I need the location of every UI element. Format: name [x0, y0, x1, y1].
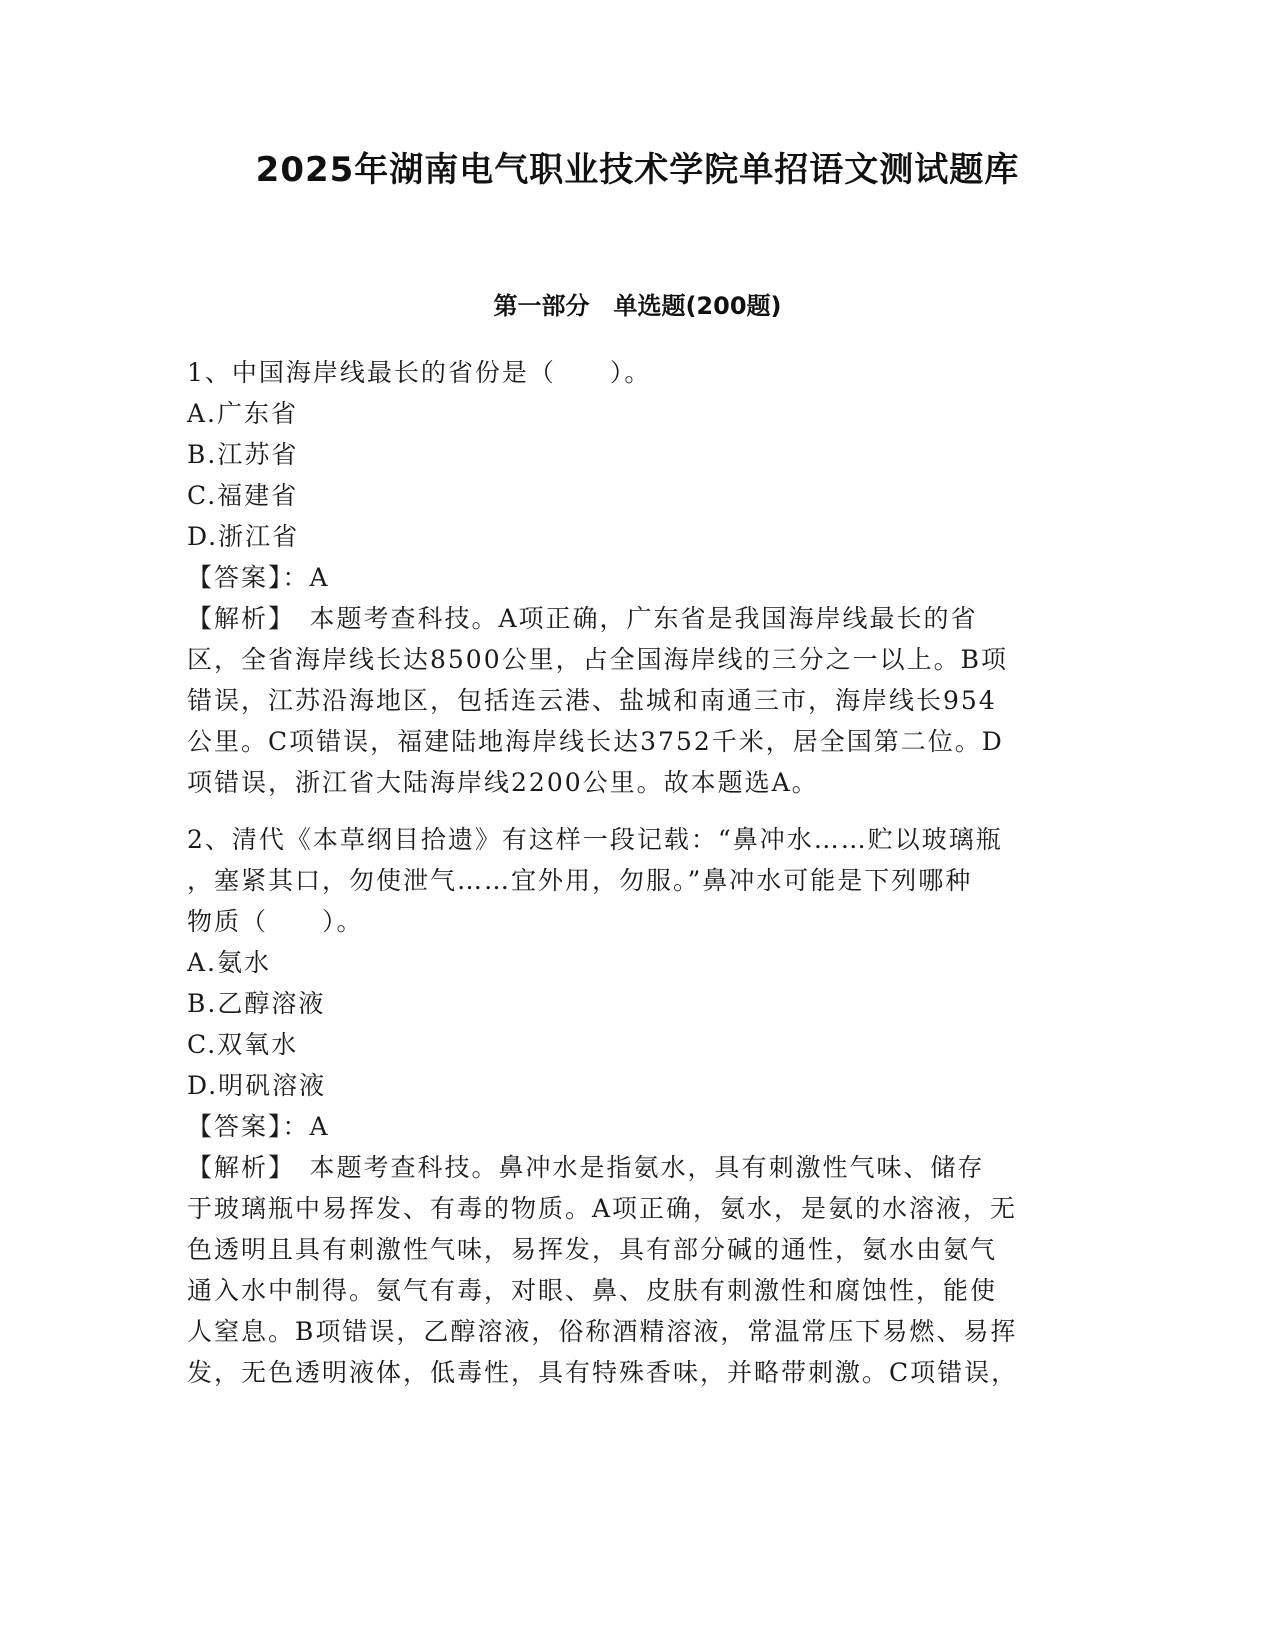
question-2-stem-line: 物质（ ）。: [187, 907, 364, 936]
document-title: 2025年湖南电气职业技术学院单招语文测试题库: [255, 150, 1020, 190]
question-1-option-b: B.江苏省: [187, 440, 299, 469]
question-2-option-b: B.乙醇溶液: [187, 989, 326, 1018]
question-2-explanation-line: 人窒息。B项错误，乙醇溶液，俗称酒精溶液，常温常压下易燃、易挥: [187, 1317, 1018, 1346]
question-2-explanation-line: 于玻璃瓶中易挥发、有毒的物质。A项正确，氨水，是氨的水溶液，无: [187, 1194, 1018, 1223]
question-1-option-d: D.浙江省: [187, 522, 300, 551]
question-1-explanation-line: 公里。C项错误，福建陆地海岸线长达3752千米，居全国第二位。D: [187, 727, 1004, 756]
question-2-explanation-line: 【解析】 本题考查科技。鼻冲水是指氨水，具有刺激性气味、储存: [187, 1153, 985, 1182]
question-1-answer: 【答案】：A: [187, 563, 330, 592]
question-2-explanation-line: 发，无色透明液体，低毒性，具有特殊香味，并略带刺激。C项错误，: [187, 1358, 1019, 1387]
section-heading: 第一部分 单选题(200题): [493, 292, 782, 320]
question-1-explanation-line: 区，全省海岸线长达8500公里，占全国海岸线的三分之一以上。B项: [187, 645, 1008, 674]
question-1-stem: 1、中国海岸线最长的省份是（ ）。: [187, 358, 652, 387]
question-1-explanation-line: 【解析】 本题考查科技。A项正确，广东省是我国海岸线最长的省: [187, 604, 978, 633]
question-1-explanation-line: 项错误，浙江省大陆海岸线2200公里。故本题选A。: [187, 768, 819, 797]
question-1-explanation-line: 错误，江苏沿海地区，包括连云港、盐城和南通三市，海岸线长954: [187, 686, 997, 715]
question-2-option-c: C.双氧水: [187, 1030, 299, 1059]
question-2: [187, 819, 1077, 1393]
question-2-option-a: A.氨水: [187, 948, 272, 977]
question-1-option-c: C.福建省: [187, 481, 299, 510]
question-2-explanation-line: 通入水中制得。氨气有毒，对眼、鼻、皮肤有刺激性和腐蚀性，能使: [187, 1276, 998, 1305]
document-body: [187, 352, 1077, 1393]
question-2-option-d: D.明矾溶液: [187, 1071, 327, 1100]
question-2-explanation-line: 色透明且具有刺激性气味，易挥发，具有部分碱的通性，氨水由氨气: [187, 1235, 998, 1264]
question-1-option-a: A.广东省: [187, 399, 299, 428]
question-1: [187, 352, 1077, 803]
question-2-answer: 【答案】：A: [187, 1112, 330, 1141]
question-2-stem-line: ，塞紧其口，勿使泄气……宜外用，勿服。”鼻冲水可能是下列哪种: [187, 866, 973, 895]
question-2-stem-line: 2、清代《本草纲目拾遗》有这样一段记载：“鼻冲水……贮以玻璃瓶: [187, 825, 1003, 854]
question-spacer: [187, 803, 1077, 819]
